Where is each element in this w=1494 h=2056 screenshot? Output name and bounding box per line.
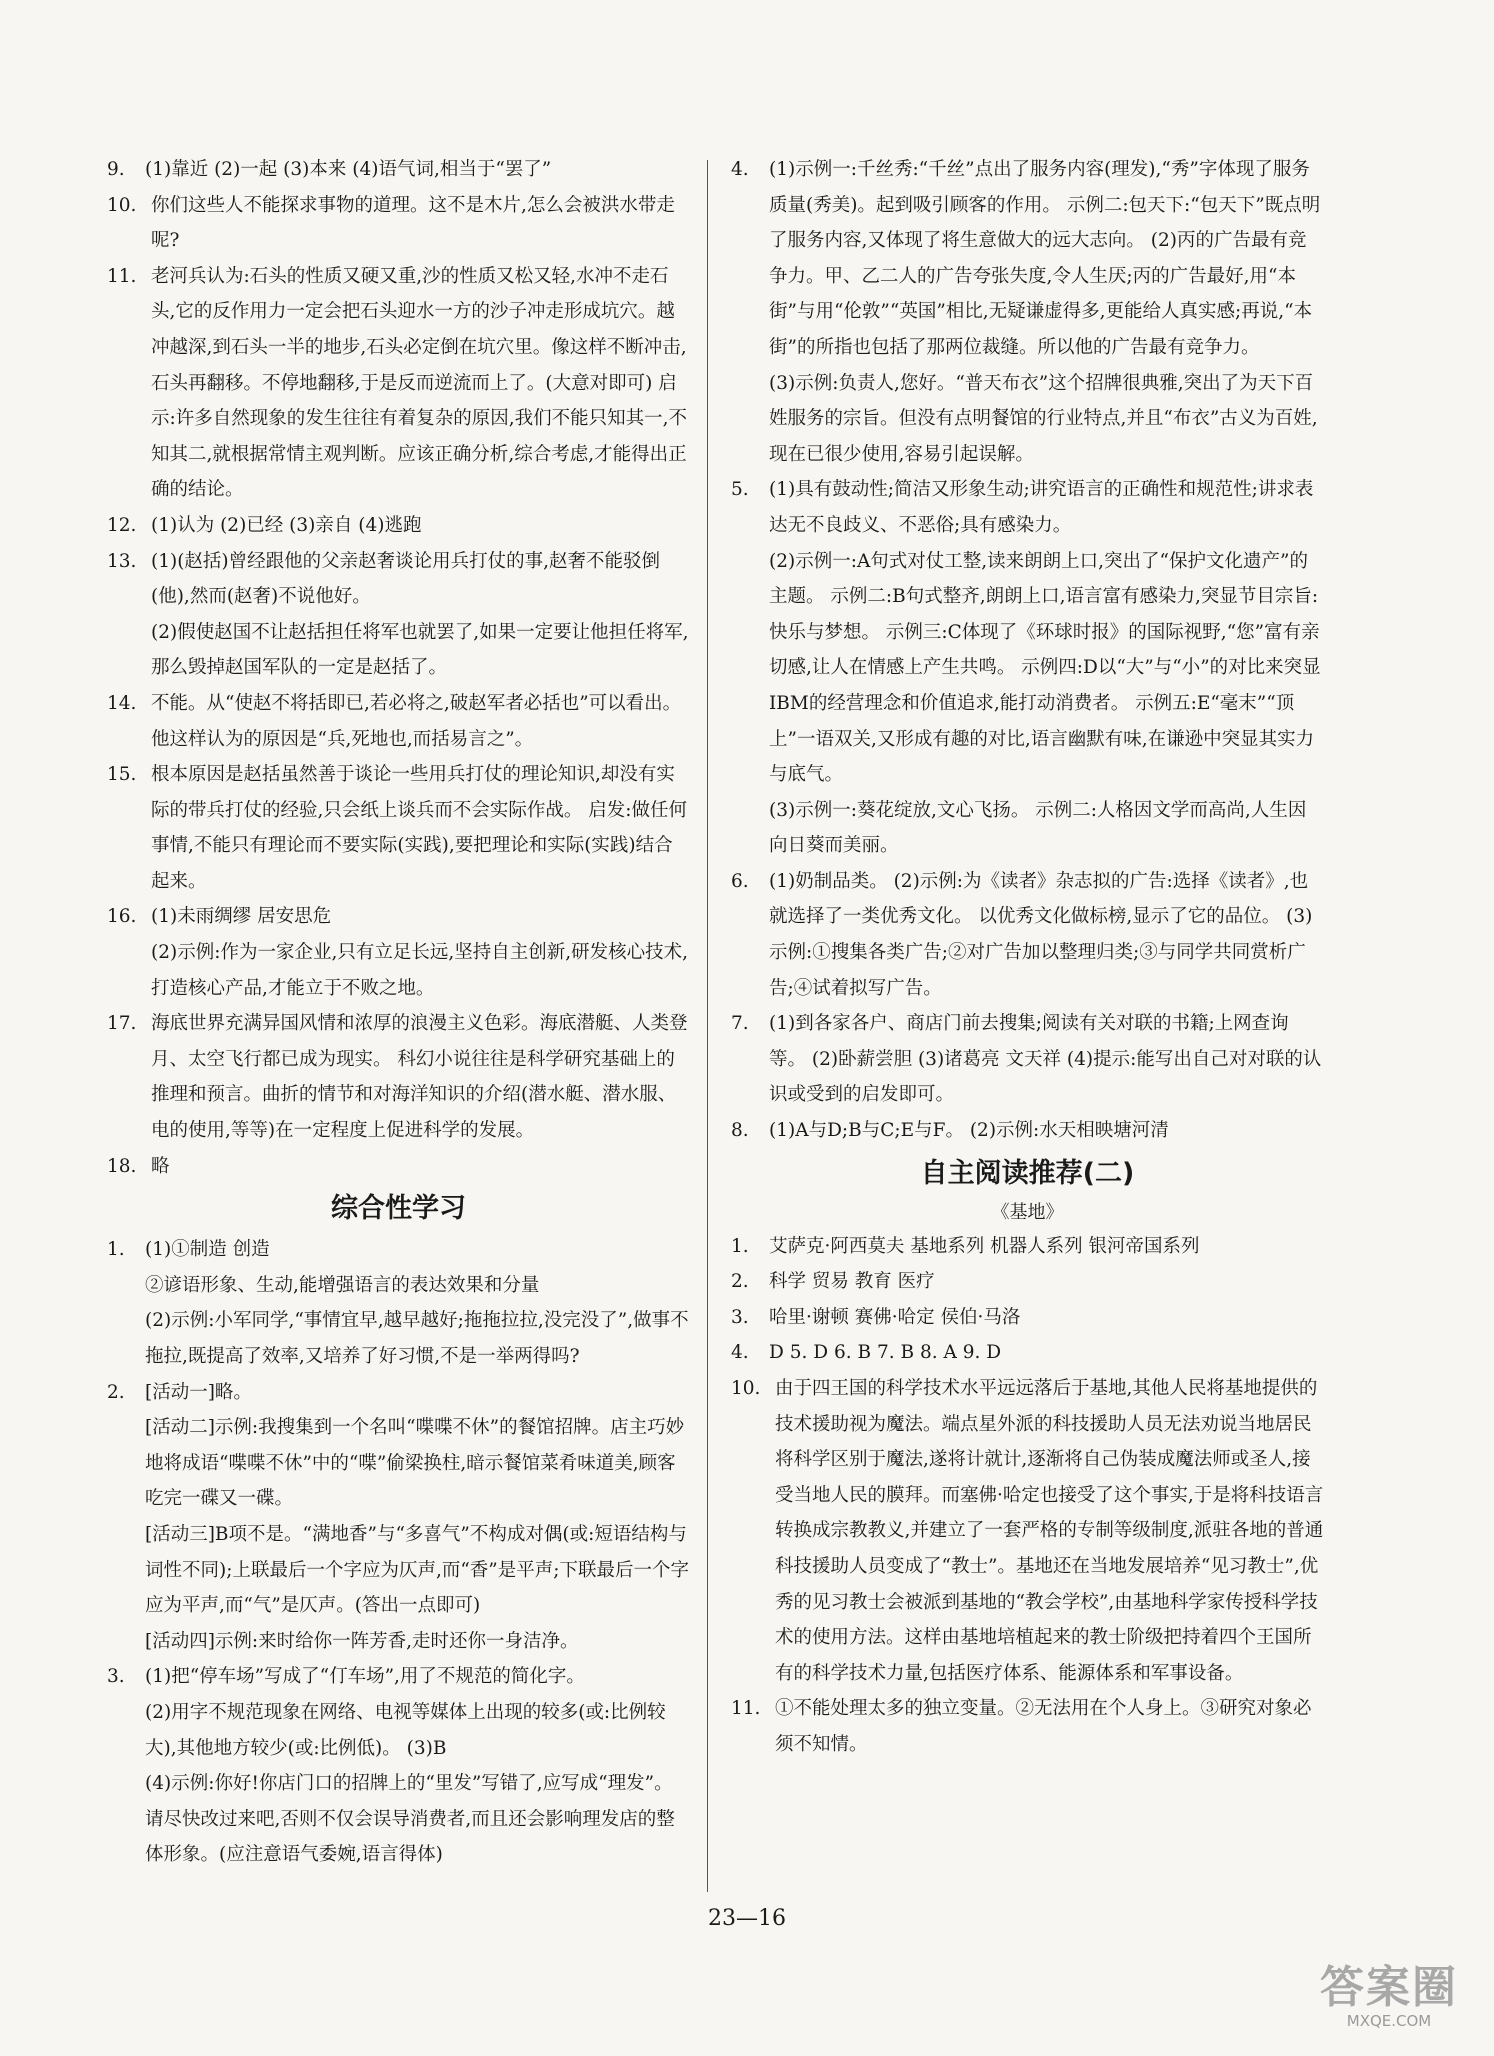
answer-number: 10. xyxy=(731,1378,761,1399)
answer-number: 8. xyxy=(731,1120,749,1142)
answer-item xyxy=(107,1149,690,1185)
answer-body xyxy=(145,1659,690,1873)
answers-section-1 xyxy=(107,152,690,1184)
answer-text: 哈里·谢顿 赛佛·哈定 侯伯·马洛 xyxy=(769,1306,1021,1328)
answer-body xyxy=(769,152,1324,472)
answer-item xyxy=(107,1232,690,1374)
answer-number: 1. xyxy=(731,1235,749,1257)
answer-body xyxy=(151,1006,690,1148)
answers-section-2 xyxy=(107,1232,690,1873)
answer-item xyxy=(107,508,690,544)
answer-item xyxy=(731,152,1324,472)
answer-number: 13. xyxy=(107,550,137,572)
column-divider xyxy=(707,160,708,1892)
answer-number: 10. xyxy=(107,194,137,216)
answer-body xyxy=(769,1335,1324,1371)
answer-text: (2)示例:小军同学,“事情宜早,越早越好;拖拖拉拉,没完没了”,做事不拖拉,既提高了效率,又培养了好习惯,不是一举两得吗? xyxy=(145,1310,689,1367)
answer-text: (1)把“停车场”写成了“仃车场”,用了不规范的简化字。 xyxy=(145,1666,585,1688)
answer-text: (1)(赵括)曾经跟他的父亲赵奢谈论用兵打仗的事,赵奢不能驳倒(他),然而(赵奢)不说他好。 xyxy=(151,550,661,608)
answer-item xyxy=(731,1264,1324,1300)
answer-number: 3. xyxy=(731,1306,749,1328)
answer-body xyxy=(769,1006,1324,1113)
answer-number: 4. xyxy=(731,159,749,180)
answer-number: 16. xyxy=(107,906,137,928)
answer-item xyxy=(731,472,1324,864)
answer-number: 4. xyxy=(731,1342,749,1364)
answer-body xyxy=(775,1371,1324,1691)
answer-body xyxy=(151,1149,690,1185)
answer-number: 18. xyxy=(107,1155,137,1177)
answer-number: 2. xyxy=(107,1381,125,1403)
answer-text: (1)①制造 创造 xyxy=(145,1239,270,1261)
answer-text: [活动二]示例:我搜集到一个名叫“喋喋不休”的餐馆招牌。店主巧妙地将成语“喋喋不休”中的“喋”偷梁换柱,暗示餐馆菜肴味道美,顾客吃完一碟又一碟。 xyxy=(145,1417,685,1510)
answer-text: 略 xyxy=(151,1155,170,1177)
right-column xyxy=(731,152,1324,1763)
answer-number: 9. xyxy=(107,159,125,180)
answer-text: (2)示例:作为一家企业,只有立足长远,坚持自主创新,研发核心技术,打造核心产品,才能立于不败之地。 xyxy=(151,942,688,999)
answer-body xyxy=(775,1691,1324,1762)
answer-item xyxy=(731,1335,1324,1371)
answer-item xyxy=(731,1691,1324,1762)
answer-body xyxy=(769,1264,1324,1300)
answer-body xyxy=(145,1232,690,1374)
answer-number: 7. xyxy=(731,1013,749,1035)
page-number: 23—16 xyxy=(708,1906,786,1931)
answer-text: ②谚语形象、生动,能增强语言的表达效果和分量 xyxy=(145,1274,540,1296)
watermark-logo xyxy=(1320,1964,1458,2030)
book-title: 《基地》 xyxy=(991,1201,1064,1223)
answer-body xyxy=(151,686,690,757)
answer-text: 你们这些人不能探求事物的道理。这不是木片,怎么会被洪水带走呢? xyxy=(151,194,675,252)
answer-number: 11. xyxy=(107,265,137,287)
answer-text: 科学 贸易 教育 医疗 xyxy=(769,1271,935,1293)
answer-body xyxy=(769,1300,1324,1336)
answer-item xyxy=(731,1113,1324,1149)
answer-text: (2)用字不规范现象在网络、电视等媒体上出现的较多(或:比例较大),其他地方较少(或:比例低)。 (3)B xyxy=(145,1701,666,1759)
answer-text: (2)假使赵国不让赵括担任将军也就罢了,如果一定要让他担任将军,那么毁掉赵国军队的一定是赵括了。 xyxy=(151,621,689,679)
answer-body xyxy=(151,757,690,899)
answer-text: 艾萨克·阿西莫夫 基地系列 机器人系列 银河帝国系列 xyxy=(769,1235,1200,1257)
answer-item xyxy=(731,1371,1324,1691)
answer-text: 由于四王国的科学技术水平远远落后于基地,其他人民将基地提供的技术援助视为魔法。端点星外派的科技援助人员无法劝说当地居民将科学区别于魔法,遂将计就计,逐渐将自己伪装成魔法师或圣人,接受当地人民的膜拜。而塞佛·哈定也接受了这个事实,于是将科技语言转换成宗教教义,并建立了一套严格的专制等级制度,派驻各地的普通科技援助人员变成了“教士”。基地还在当地发展培养“见习教士”,优秀的见习教士会被派到基地的“教会学校”,由基地科学家传授科学技术的使用方法。这样由基地培植起来的教士阶级把持着四个王国所有的科学技术力量,包括医疗体系、能源体系和军事设备。 xyxy=(775,1378,1324,1684)
answer-text: 老河兵认为:石头的性质又硬又重,沙的性质又松又轻,水冲不走石头,它的反作用力一定会把石头迎水一方的沙子冲走形成坑穴。越冲越深,到石头一半的地步,石头必定倒在坑穴里。像这样不断冲击,石头再翻移。不停地翻移,于是反而逆流而上了。(大意对即可) 启示:许多自然现象的发生往往有着复杂的原因,我们不能只知其一,不知其二,就根据常情主观判断。应该正确分析,综合考虑,才能得出正确的结论。 xyxy=(151,265,687,501)
answer-text: (1)未雨绸缪 居安思危 xyxy=(151,906,332,928)
section-heading-comprehensive-study: 综合性学习 xyxy=(331,1193,466,1225)
answer-item xyxy=(107,152,690,188)
answer-item xyxy=(107,188,690,259)
answer-number: 11. xyxy=(731,1698,761,1720)
answer-item xyxy=(107,259,690,508)
answer-item xyxy=(107,1659,690,1873)
answer-number: 15. xyxy=(107,764,137,786)
answer-text: (1)示例一:千丝秀:“千丝”点出了服务内容(理发),“秀”字体现了服务质量(秀美)。起到吸引顾客的作用。 示例二:包天下:“包天下”既点明了服务内容,又体现了将生意做大的远大志向。 (2)丙的广告最有竞争力。甲、乙二人的广告夸张失度,令人生厌;丙的广告最好,用“本街”与用“伦敦”“英国”相比,无疑谦虚得多,更能给人真实感;再说,“本街”的所指也包括了那两位裁缝。所以他的广告最有竞争力。 xyxy=(769,159,1321,358)
answer-item xyxy=(731,864,1324,1006)
answer-text: [活动四]示例:来时给你一阵芳香,走时还你一身洁净。 xyxy=(145,1630,579,1652)
answer-body xyxy=(145,152,690,188)
answer-item xyxy=(107,899,690,1006)
answer-item xyxy=(107,686,690,757)
answer-text: (3)示例:负责人,您好。“普天布衣”这个招牌很典雅,突出了为天下百姓服务的宗旨。但没有点明餐馆的行业特点,并且“布衣”古义为百姓,现在已很少使用,容易引起误解。 xyxy=(769,372,1318,465)
answers-section-4 xyxy=(731,1229,1324,1763)
answer-body xyxy=(145,1375,690,1660)
answer-number: 17. xyxy=(107,1013,137,1035)
watermark-url: MXQE.COM xyxy=(1346,2012,1432,2030)
answer-number: 1. xyxy=(107,1239,125,1261)
answer-body xyxy=(151,188,690,259)
answer-item xyxy=(107,1006,690,1148)
answer-text: (1)认为 (2)已经 (3)亲自 (4)逃跑 xyxy=(151,514,422,536)
answer-body xyxy=(151,508,690,544)
answer-body xyxy=(151,259,690,508)
answer-body xyxy=(769,1229,1324,1265)
answer-text: [活动一]略。 xyxy=(145,1381,252,1403)
answer-number: 2. xyxy=(731,1271,749,1293)
answer-item xyxy=(731,1300,1324,1336)
answer-text: [活动三]B项不是。“满地香”与“多喜气”不构成对偶(或:短语结构与词性不同);上联最后一个字应为仄声,而“香”是平声;下联最后一个字应为平声,而“气”是仄声。(答出一点即可) xyxy=(145,1523,689,1617)
answer-body xyxy=(769,1113,1324,1149)
answer-text: (3)示例一:葵花绽放,文心飞扬。 示例二:人格因文学而高尚,人生因向日葵而美丽。 xyxy=(769,799,1307,857)
answer-body xyxy=(769,864,1324,1006)
answer-number: 5. xyxy=(731,479,749,501)
answer-text: 根本原因是赵括虽然善于谈论一些用兵打仗的理论知识,却没有实际的带兵打仗的经验,只会纸上谈兵而不会实际作战。 启发:做任何事情,不能只有理论而不要实际(实践),要把理论和实际(实践)结合起来。 xyxy=(151,764,687,892)
answer-text: (1)具有鼓动性;简洁又形象生动;讲究语言的正确性和规范性;讲求表达无不良歧义、不恶俗;具有感染力。 xyxy=(769,479,1314,536)
answer-number: 3. xyxy=(107,1666,125,1688)
answer-item xyxy=(107,757,690,899)
answer-text: (1)到各家各户、商店门前去搜集;阅读有关对联的书籍;上网查询等。 (2)卧薪尝胆 (3)诸葛亮 文天祥 (4)提示:能写出自己对对联的认识或受到的启发即可。 xyxy=(769,1013,1322,1106)
answer-number: 12. xyxy=(107,514,137,536)
left-column xyxy=(107,152,690,1873)
answer-text: 不能。从“使赵不将括即已,若必将之,破赵军者必括也”可以看出。他这样认为的原因是“兵,死地也,而括易言之”。 xyxy=(151,692,682,750)
answer-text: (1)奶制品类。 (2)示例:为《读者》杂志拟的广告:选择《读者》,也就选择了一类优秀文化。 以优秀文化做标榜,显示了它的品位。 (3)示例:①搜集各类广告;②对广告加以整理归类;③与同学共同赏析广告;④试着拟写广告。 xyxy=(769,870,1313,999)
answer-text: 海底世界充满异国风情和浓厚的浪漫主义色彩。海底潜艇、人类登月、太空飞行都已成为现实。 科幻小说往往是科学研究基础上的推理和预言。曲折的情节和对海洋知识的介绍(潜水艇、潜水服、电的使用,等等)在一定程度上促进科学的发展。 xyxy=(151,1013,688,1142)
answer-body xyxy=(769,472,1324,864)
answer-text: D 5. D 6. B 7. B 8. A 9. D xyxy=(769,1342,1002,1364)
answer-body xyxy=(151,899,690,1006)
answer-item xyxy=(731,1229,1324,1265)
answer-item xyxy=(107,1375,690,1660)
answer-text: (1)A与D;B与C;E与F。 (2)示例:水天相映塘河清 xyxy=(769,1120,1169,1142)
answers-section-3 xyxy=(731,152,1324,1149)
answer-text: (2)示例一:A句式对仗工整,读来朗朗上口,突出了“保护文化遗产”的主题。 示例二:B句式整齐,朗朗上口,语言富有感染力,突显节目宗旨:快乐与梦想。 示例三:C体现了《环球时报》的国际视野,“您”富有亲切感,让人在情感上产生共鸣。 示例四:D以“大”与“小”的对比来突显IBM的经营理念和价值追求,能打动消费者。 示例五:E“毫末”“顶上”一语双关,又形成有趣的对比,语言幽默有味,在谦逊中突显其实力与底气。 xyxy=(769,550,1321,786)
answer-text: ①不能处理太多的独立变量。②无法用在个人身上。③研究对象必须不知情。 xyxy=(775,1698,1312,1755)
answer-item xyxy=(731,1006,1324,1113)
answer-number: 14. xyxy=(107,692,137,714)
section-heading-reading-recommendation: 自主阅读推荐(二) xyxy=(920,1157,1135,1189)
answer-number: 6. xyxy=(731,870,749,892)
watermark-text: 答案圈 xyxy=(1320,1962,1458,2013)
answer-text: (4)示例:你好!你店门口的招牌上的“里发”写错了,应写成“理发”。请尽快改过来吧,否则不仅会误导消费者,而且还会影响理发店的整体形象。(应注意语气委婉,语言得体) xyxy=(145,1773,675,1866)
answer-text: (1)靠近 (2)一起 (3)本来 (4)语气词,相当于“罢了” xyxy=(145,159,552,180)
answer-item xyxy=(107,544,690,686)
answer-body xyxy=(151,544,690,686)
